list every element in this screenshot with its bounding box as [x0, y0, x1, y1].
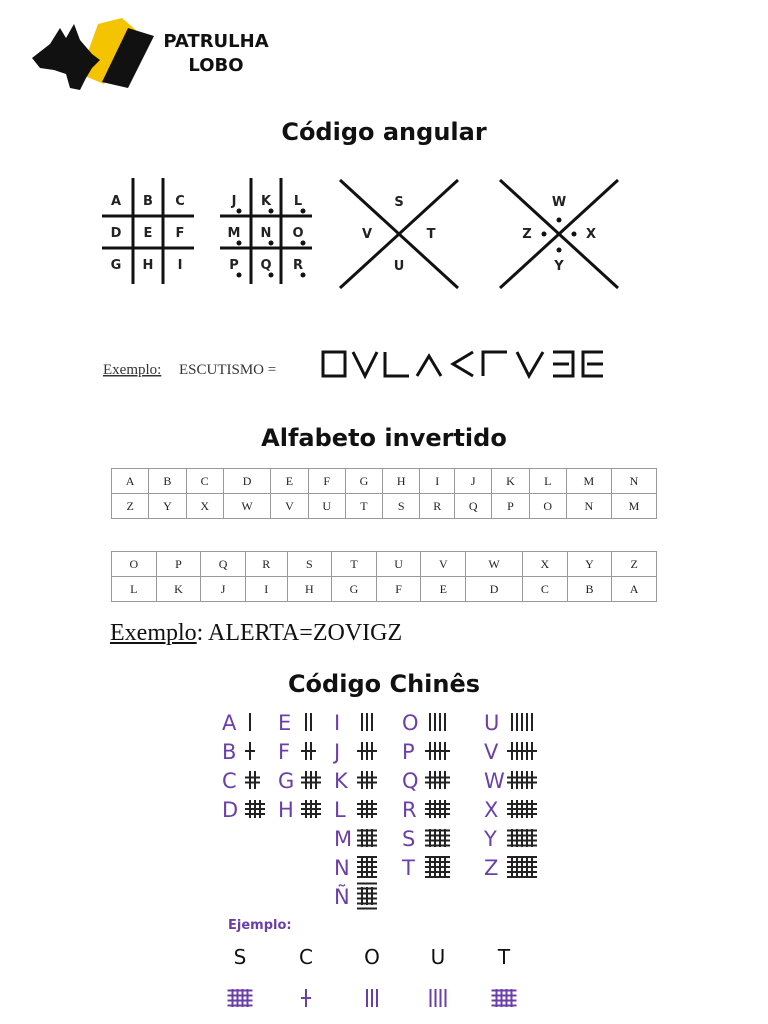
tally-mark	[425, 857, 450, 877]
chinese-example-label: Ejemplo:	[228, 918, 292, 933]
example-text: ESCUTISMO =	[179, 362, 277, 378]
patrulha-lobo-logo	[30, 14, 280, 96]
tally-mark	[507, 829, 537, 847]
table-cell: E	[421, 577, 466, 602]
table-cell: T	[345, 494, 382, 519]
table-cell: Y	[567, 552, 612, 577]
table-cell: J	[455, 469, 492, 494]
inverted-table-2	[111, 551, 657, 602]
cipher-letter: G	[278, 769, 295, 793]
table-cell: V	[421, 552, 466, 577]
cipher-letter: F	[278, 740, 291, 764]
grid-letter: M	[227, 226, 241, 241]
example-label: Exemplo	[110, 620, 197, 646]
dot-marker	[572, 232, 577, 237]
inverted-table-1	[111, 468, 657, 519]
grid-j-r	[220, 178, 312, 284]
table-cell: B	[149, 469, 186, 494]
scout-letter: U	[430, 945, 446, 969]
cipher-letter: H	[278, 798, 294, 822]
cipher-letter: W	[484, 769, 505, 793]
table-cell: C	[186, 469, 223, 494]
table-cell: H	[383, 469, 420, 494]
cipher-letter: B	[222, 740, 237, 764]
table-cell: S	[287, 552, 332, 577]
table-cell: K	[492, 469, 529, 494]
tally-mark	[301, 742, 316, 760]
table-cell: S	[383, 494, 420, 519]
pigpen-diagram	[100, 172, 660, 292]
logo-line1: PATRULHA	[163, 31, 269, 52]
tally-mark	[301, 989, 311, 1007]
x-letter: W	[551, 195, 567, 210]
cipher-letter: K	[334, 769, 348, 793]
tally-mark	[245, 771, 260, 789]
cipher-letter: R	[402, 798, 417, 822]
grid-letter: A	[110, 194, 122, 209]
cipher-letter: U	[484, 711, 500, 735]
scout-example	[222, 942, 542, 1012]
table-cell: O	[529, 494, 566, 519]
table-cell: O	[112, 552, 157, 577]
tally-mark	[507, 742, 537, 760]
cipher-letter: A	[222, 711, 237, 735]
table-cell: P	[492, 494, 529, 519]
tally-mark	[425, 800, 450, 818]
grid-letter: O	[292, 226, 304, 241]
table-cell: Z	[112, 494, 149, 519]
grid-a-i	[102, 178, 194, 284]
grid-letter: N	[260, 226, 272, 241]
cipher-letter: Y	[484, 827, 497, 851]
tally-mark	[430, 713, 445, 731]
tally-mark	[492, 989, 517, 1007]
table-cell: G	[332, 577, 377, 602]
tally-mark	[357, 884, 377, 909]
cipher-letter: D	[222, 798, 239, 822]
cipher-letter: C	[222, 769, 237, 793]
table-cell: G	[345, 469, 382, 494]
chinese-code-title: Código Chinês	[287, 670, 481, 698]
grid-letter: R	[292, 258, 304, 273]
table-cell: X	[186, 494, 223, 519]
x-letter: X	[585, 227, 597, 242]
tally-mark	[306, 713, 311, 731]
grid-letter: Q	[260, 258, 272, 273]
example-label: Exemplo:	[103, 362, 162, 378]
cipher-letter: J	[334, 740, 341, 764]
tally-mark	[425, 829, 450, 847]
table-cell: K	[156, 577, 201, 602]
grid-letter: I	[177, 258, 183, 273]
cipher-letter: Q	[402, 769, 419, 793]
x-letter: U	[393, 259, 405, 274]
dot-marker	[269, 273, 274, 278]
inverted-example	[110, 620, 402, 647]
tally-mark	[362, 713, 372, 731]
table-cell: F	[376, 577, 421, 602]
cipher-letter: P	[402, 740, 415, 764]
cipher-letter: X	[484, 798, 499, 822]
x-letter: S	[394, 195, 404, 210]
cipher-letter: I	[334, 711, 341, 735]
x-letter: T	[426, 227, 436, 242]
cipher-letter: S	[402, 827, 416, 851]
x-letter: V	[361, 227, 373, 242]
tally-mark	[367, 989, 377, 1007]
dot-marker	[269, 209, 274, 214]
tally-mark	[301, 800, 321, 818]
x-letter: Z	[522, 227, 532, 242]
cipher-letter: M	[334, 827, 353, 851]
table-cell: W	[466, 552, 523, 577]
table-cell: U	[376, 552, 421, 577]
table-cell: L	[112, 577, 157, 602]
tally-mark	[507, 857, 537, 877]
scout-letter: S	[233, 945, 247, 969]
table-cell: C	[523, 577, 568, 602]
grid-letter: H	[142, 258, 154, 273]
cipher-letter: T	[402, 856, 415, 880]
grid-letter: D	[110, 226, 122, 241]
tally-mark	[507, 771, 537, 789]
table-cell: X	[523, 552, 568, 577]
table-cell: M	[611, 494, 656, 519]
table-cell: V	[271, 494, 308, 519]
grid-letter: K	[260, 194, 272, 209]
angular-code-title: Código angular	[281, 118, 487, 146]
table-cell: B	[567, 577, 612, 602]
table-cell: A	[612, 577, 657, 602]
dot-marker	[557, 218, 562, 223]
dot-marker	[301, 209, 306, 214]
chinese-code-chart	[222, 706, 552, 916]
table-cell: F	[308, 469, 345, 494]
dot-marker	[557, 248, 562, 253]
dot-marker	[269, 241, 274, 246]
table-cell: U	[308, 494, 345, 519]
inverted-alphabet-title: Alfabeto invertido	[261, 424, 507, 452]
table-cell: H	[287, 577, 332, 602]
table-cell: Q	[201, 552, 246, 577]
table-cell: I	[420, 469, 455, 494]
cipher-letter: Z	[484, 856, 499, 880]
dot-marker	[237, 273, 242, 278]
logo-line2: LOBO	[188, 55, 244, 76]
table-cell: W	[223, 494, 271, 519]
table-cell: J	[201, 577, 246, 602]
angular-example	[103, 346, 663, 386]
tally-mark	[425, 742, 450, 760]
x-grid-w-z	[500, 180, 618, 288]
dot-marker	[237, 241, 242, 246]
scout-letter: O	[364, 945, 380, 969]
scout-letter: C	[299, 945, 313, 969]
table-cell: E	[271, 469, 308, 494]
tally-mark	[357, 771, 377, 789]
table-cell: R	[245, 552, 287, 577]
tally-mark	[245, 800, 265, 818]
dot-marker	[301, 273, 306, 278]
table-cell: Y	[149, 494, 186, 519]
cipher-letter: Ñ	[334, 885, 350, 909]
cipher-letter: N	[334, 856, 350, 880]
tally-mark	[228, 989, 253, 1007]
table-cell: T	[332, 552, 377, 577]
x-grid-s-v	[340, 180, 458, 288]
tally-mark	[357, 742, 377, 760]
table-cell: D	[466, 577, 523, 602]
x-letter: Y	[554, 259, 564, 274]
table-cell: Q	[455, 494, 492, 519]
table-cell: R	[420, 494, 455, 519]
table-cell: N	[611, 469, 656, 494]
table-cell: D	[223, 469, 271, 494]
tally-mark	[357, 800, 377, 818]
dot-marker	[542, 232, 547, 237]
tally-mark	[357, 857, 377, 877]
cipher-letter: V	[484, 740, 499, 764]
tally-mark	[425, 771, 450, 789]
dot-marker	[237, 209, 242, 214]
table-cell: P	[156, 552, 201, 577]
cipher-letter: L	[334, 798, 346, 822]
scout-letter: T	[497, 945, 511, 969]
grid-letter: J	[231, 194, 237, 209]
table-cell: A	[112, 469, 149, 494]
cipher-letter: O	[402, 711, 419, 735]
cipher-letter: E	[278, 711, 292, 735]
grid-letter: C	[175, 194, 185, 209]
tally-mark	[512, 713, 532, 731]
dot-marker	[301, 241, 306, 246]
tally-mark	[431, 989, 446, 1007]
grid-letter: G	[110, 258, 122, 273]
table-cell: I	[245, 577, 287, 602]
tally-mark	[507, 800, 537, 818]
tally-mark	[357, 829, 377, 847]
table-cell: Z	[612, 552, 657, 577]
table-cell: M	[566, 469, 611, 494]
grid-letter: B	[143, 194, 153, 209]
grid-letter: F	[175, 226, 185, 241]
grid-letter: P	[229, 258, 239, 273]
tally-mark	[245, 742, 255, 760]
grid-letter: L	[293, 194, 303, 209]
tally-mark	[301, 771, 321, 789]
escutismo-symbols	[323, 352, 603, 376]
example-text: : ALERTA=ZOVIGZ	[196, 620, 403, 646]
table-cell: N	[566, 494, 611, 519]
grid-letter: E	[143, 226, 153, 241]
table-cell: L	[529, 469, 566, 494]
